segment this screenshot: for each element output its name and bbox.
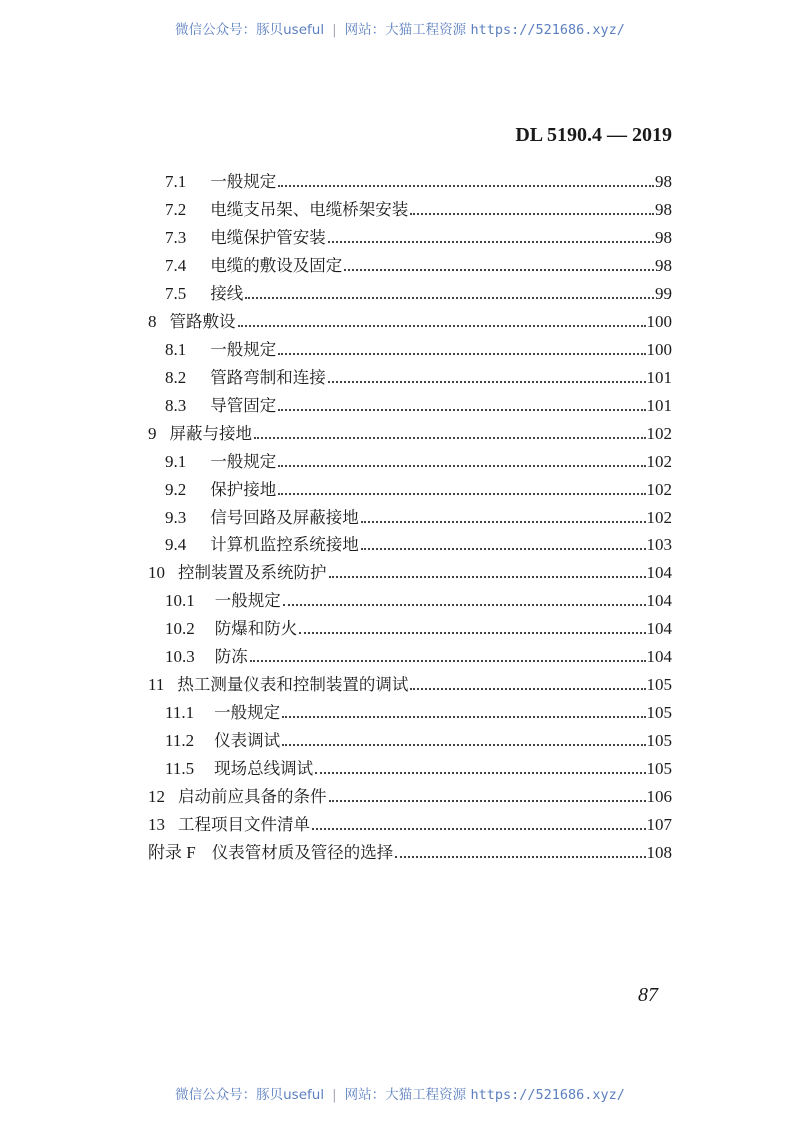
toc-entry[interactable]	[148, 841, 672, 865]
toc-entry[interactable]	[148, 785, 672, 809]
toc-entry-page: 98	[655, 255, 672, 275]
toc-entry-number: 10	[148, 563, 165, 583]
toc-leader-dots	[299, 632, 645, 634]
toc-entry-title: 信号回路及屏蔽接地	[210, 507, 359, 527]
toc-entry-number: 9.1	[165, 451, 187, 471]
toc-entry[interactable]	[148, 673, 672, 697]
toc-entry-number: 9.4	[165, 535, 187, 555]
toc-entry-title: 计算机监控系统接地	[210, 535, 359, 555]
toc-entry-number: 7.3	[165, 227, 187, 247]
toc-entry-number: 8.3	[165, 395, 187, 415]
toc-entry-title: 防爆和防火	[214, 619, 298, 639]
toc-entry[interactable]	[165, 729, 672, 753]
toc-entry-number: 10.1	[165, 591, 195, 611]
toc-entry[interactable]	[165, 226, 672, 250]
watermark-site-label: 网站：大猫工程资源	[344, 1087, 467, 1103]
toc-entry-number: 10.3	[165, 647, 195, 667]
toc-entry-title: 一般规定	[214, 591, 281, 611]
toc-leader-dots	[245, 297, 654, 299]
toc-entry-page: 100	[646, 339, 672, 359]
toc-entry[interactable]	[148, 813, 672, 837]
watermark-url[interactable]: https://521686.xyz/	[470, 1087, 625, 1103]
toc-entry-number: 附录 F	[148, 843, 196, 863]
toc-entry-number: 8.2	[165, 367, 187, 387]
toc-leader-dots	[395, 856, 645, 858]
watermark-top	[0, 18, 800, 38]
toc-entry[interactable]	[165, 757, 672, 781]
toc-entry-page: 98	[655, 227, 672, 247]
toc-entry[interactable]	[165, 338, 672, 362]
standard-number: DL 5190.4 — 2019	[515, 124, 672, 146]
toc-entry-page: 102	[646, 451, 672, 471]
toc-entry-number: 7.4	[165, 255, 187, 275]
toc-entry[interactable]	[165, 506, 672, 530]
toc-entry-title: 热工测量仪表和控制装置的调试	[177, 675, 409, 695]
toc-leader-dots	[361, 521, 646, 523]
toc-entry-title: 仪表调试	[214, 731, 281, 751]
toc-entry-page: 105	[646, 675, 672, 695]
toc-entry-page: 105	[646, 731, 672, 751]
toc-leader-dots	[254, 437, 646, 439]
toc-entry-page: 102	[646, 507, 672, 527]
toc-entry-page: 103	[646, 535, 672, 555]
toc-entry-page: 101	[646, 367, 672, 387]
toc-entry-page: 107	[646, 815, 672, 835]
toc-entry-title: 电缆的敷设及固定	[210, 255, 343, 275]
toc-entry-title: 启动前应具备的条件	[178, 787, 327, 807]
toc-entry-title: 仪表管材质及管径的选择	[211, 843, 394, 863]
toc-leader-dots	[329, 800, 646, 802]
toc-entry-title: 接线	[210, 283, 244, 303]
page-number: 87	[638, 984, 658, 1006]
toc-entry-title: 一般规定	[210, 451, 277, 471]
toc-leader-dots	[278, 465, 645, 467]
toc-entry-page: 105	[646, 759, 672, 779]
toc-leader-dots	[361, 548, 646, 550]
toc-entry[interactable]	[165, 701, 672, 725]
toc-entry-page: 104	[646, 647, 672, 667]
toc-leader-dots	[282, 744, 645, 746]
toc-entry-page: 104	[646, 619, 672, 639]
toc-entry-title: 一般规定	[214, 703, 281, 723]
toc-entry-number: 9	[148, 423, 157, 443]
toc-entry[interactable]	[165, 478, 672, 502]
toc-leader-dots	[278, 353, 645, 355]
toc-entry-number: 9.2	[165, 479, 187, 499]
toc-entry-number: 11	[148, 675, 165, 695]
toc-entry[interactable]	[165, 533, 672, 557]
toc-entry-title: 一般规定	[210, 339, 277, 359]
toc-entry-number: 11.2	[165, 731, 195, 751]
toc-leader-dots	[278, 493, 645, 495]
toc-entry[interactable]	[165, 450, 672, 474]
toc-entry[interactable]	[148, 422, 672, 446]
toc-leader-dots	[410, 213, 654, 215]
toc-leader-dots	[278, 185, 654, 187]
toc-entry[interactable]	[165, 394, 672, 418]
toc-entry-number: 7.1	[165, 172, 187, 191]
toc-entry-number: 9.3	[165, 507, 187, 527]
toc-leader-dots	[282, 716, 645, 718]
toc-entry-page: 106	[646, 787, 672, 807]
toc-entry-title: 现场总线调试	[214, 759, 314, 779]
toc-entry-page: 101	[646, 395, 672, 415]
toc-leader-dots	[283, 604, 646, 606]
toc-entry[interactable]	[148, 310, 672, 334]
toc-entry-number: 13	[148, 815, 165, 835]
toc-leader-dots	[329, 576, 646, 578]
toc-entry-page: 105	[646, 703, 672, 723]
toc-entry-title: 保护接地	[210, 479, 277, 499]
toc-entry-title: 管路敷设	[169, 311, 236, 331]
toc-entry[interactable]	[165, 198, 672, 222]
toc-entry-page: 108	[646, 843, 672, 863]
toc-entry[interactable]	[165, 254, 672, 278]
toc-leader-dots	[328, 241, 654, 243]
toc-entry[interactable]	[165, 366, 672, 390]
toc-leader-dots	[410, 688, 645, 690]
toc-entry-title: 防冻	[214, 647, 248, 667]
toc-entry[interactable]	[165, 589, 672, 613]
toc-leader-dots	[250, 660, 646, 662]
toc-entry-title: 电缆保护管安装	[210, 227, 326, 247]
toc-entry-page: 104	[646, 563, 672, 583]
toc-entry-title: 控制装置及系统防护	[178, 563, 327, 583]
toc-entry-number: 7.5	[165, 283, 187, 303]
toc-entry-number: 12	[148, 787, 165, 807]
toc-entry-number: 8	[148, 311, 157, 331]
toc-entry-page: 100	[646, 311, 672, 331]
toc-entry-page: 99	[655, 283, 672, 303]
toc-entry-page: 102	[646, 423, 672, 443]
toc-leader-dots	[315, 772, 645, 774]
toc-entry[interactable]	[165, 617, 672, 641]
toc-entry-title: 屏蔽与接地	[169, 423, 252, 443]
toc-entry[interactable]	[165, 282, 672, 306]
toc-entry-title: 工程项目文件清单	[178, 815, 310, 835]
toc-entry-page: 104	[646, 591, 672, 611]
toc-entry-number: 8.1	[165, 339, 187, 359]
watermark-wechat: 微信公众号：豚贝useful	[175, 22, 325, 38]
toc-leader-dots	[328, 381, 646, 383]
toc-entry-page: 98	[655, 199, 672, 219]
toc-leader-dots	[312, 828, 646, 830]
toc-entry[interactable]	[165, 645, 672, 669]
toc-entry-title: 电缆支吊架、电缆桥架安装	[210, 199, 409, 219]
toc-entry-title: 管路弯制和连接	[210, 367, 326, 387]
watermark-bottom	[0, 1083, 800, 1103]
watermark-wechat: 微信公众号：豚贝useful	[175, 1087, 325, 1103]
toc-entry-title: 一般规定	[210, 172, 277, 191]
toc-entry-page: 98	[655, 172, 672, 191]
toc-leader-dots	[278, 409, 645, 411]
toc-entry[interactable]	[165, 170, 672, 194]
watermark-separator: |	[332, 22, 337, 38]
watermark-site-label: 网站：大猫工程资源	[344, 22, 467, 38]
toc-leader-dots	[344, 269, 654, 271]
toc-entry-number: 11.1	[165, 703, 195, 723]
watermark-url[interactable]: https://521686.xyz/	[470, 22, 625, 38]
toc-entry-number: 11.5	[165, 759, 195, 779]
toc-entry-page: 102	[646, 479, 672, 499]
toc-entry-number: 10.2	[165, 619, 195, 639]
toc-entry-number: 7.2	[165, 199, 187, 219]
toc-entry-title: 导管固定	[210, 395, 277, 415]
toc-entry[interactable]	[148, 561, 672, 585]
toc-leader-dots	[238, 325, 646, 327]
watermark-separator: |	[332, 1087, 337, 1103]
